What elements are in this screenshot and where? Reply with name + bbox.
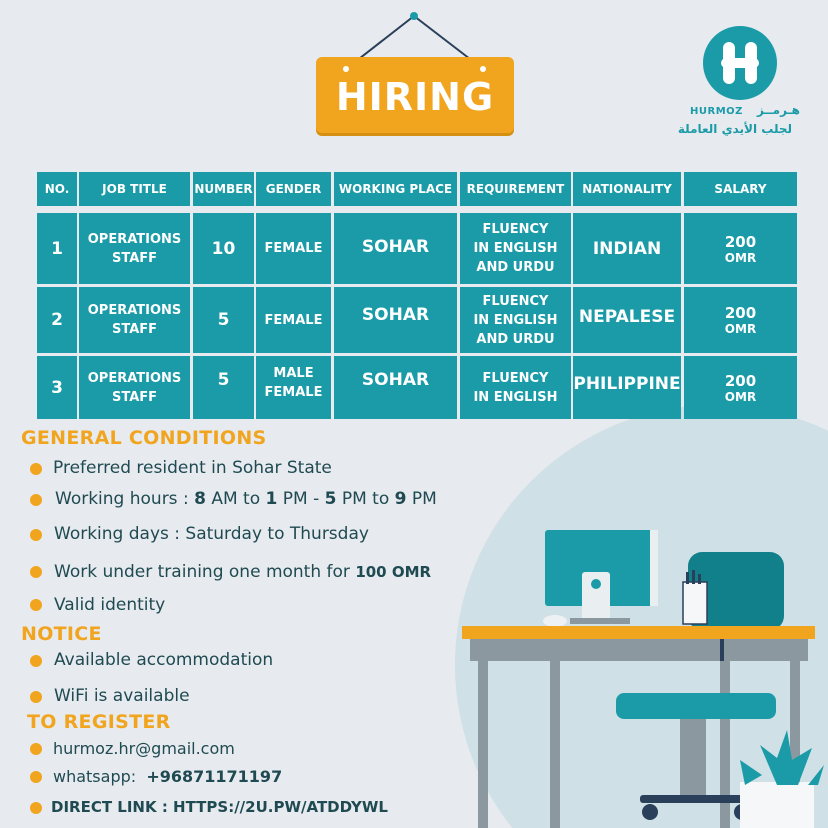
row-2-title-line1: OPERATIONS: [87, 303, 182, 318]
condition-identity: Valid identity: [54, 595, 166, 615]
table-header-number: NUMBER: [193, 172, 254, 206]
register-email-link[interactable]: hurmoz.hr@gmail.com: [53, 739, 235, 758]
row-3-gender-line2: FEMALE: [264, 385, 323, 400]
logo-arabic-subtitle: لجلب الأيدي العاملة: [677, 122, 792, 136]
bullet-icon: [30, 566, 42, 578]
row-3-req-line1: FLUENCY: [482, 370, 549, 386]
row-1-salary-currency: OMR: [724, 250, 757, 265]
row-2-nationality: NEPALESE: [573, 287, 681, 353]
condition-training: Work under training one month for 100 OMR: [54, 562, 432, 582]
row-2-place: SOHAR: [334, 287, 457, 353]
bullet-icon: [30, 743, 42, 755]
condition-resident: Preferred resident in Sohar State: [53, 458, 332, 478]
row-1-salary-amount: 200: [724, 232, 757, 251]
row-1-number: 10: [193, 213, 254, 284]
row-1-req-line2: IN ENGLISH: [473, 241, 558, 256]
row-2-gender-line1: FEMALE: [264, 312, 323, 328]
row-3-no: 3: [37, 356, 77, 419]
bullet-icon: [30, 599, 42, 611]
table-header-working-place: WORKING PLACE: [334, 172, 457, 206]
row-2-salary-amount: 200: [724, 304, 757, 322]
notice-accommodation: Available accommodation: [54, 650, 274, 670]
table-header-nationality: NATIONALITY: [573, 172, 681, 206]
row-3-gender-line1: MALE: [273, 366, 314, 381]
bullet-icon: [30, 494, 42, 506]
row-2-req-line2: IN ENGLISH: [473, 312, 558, 328]
whatsapp-number[interactable]: +96871171197: [146, 767, 283, 786]
hiring-title: HIRING: [335, 75, 495, 119]
bullet-icon: [30, 529, 42, 541]
condition-working-days: Working days : Saturday to Thursday: [54, 524, 369, 544]
row-3-title-line2: STAFF: [111, 389, 158, 405]
notice-title: NOTICE: [21, 623, 102, 645]
row-3-place: SOHAR: [334, 356, 457, 419]
table-header-salary: SALARY: [684, 172, 797, 206]
row-2-no: 2: [37, 287, 77, 353]
notice-wifi: WiFi is available: [54, 686, 190, 706]
logo-name: HURMOZ: [690, 106, 743, 117]
row-1-req-line3: AND URDU: [476, 260, 555, 275]
table-header-job-title: JOB TITLE: [79, 172, 190, 206]
bullet-icon: [30, 655, 42, 667]
table-header-gender: GENDER: [256, 172, 331, 206]
row-3-nationality: PHILIPPINE: [573, 356, 681, 419]
row-1-title-line2: STAFF: [111, 250, 158, 266]
row-2-number: 5: [193, 287, 254, 353]
row-2-req-line1: FLUENCY: [482, 293, 549, 309]
register-whatsapp[interactable]: [53, 767, 282, 786]
table-header-no: NO.: [37, 172, 77, 206]
general-conditions-title: GENERAL CONDITIONS: [21, 427, 267, 449]
whatsapp-label: whatsapp:: [53, 767, 137, 786]
row-2-title-line2: STAFF: [111, 322, 158, 337]
row-1-title-line1: OPERATIONS: [87, 231, 182, 247]
row-3-salary-currency: OMR: [724, 389, 757, 404]
row-3-salary-amount: 200: [724, 371, 757, 390]
row-1-no: 1: [37, 213, 77, 284]
bullet-icon: [30, 802, 42, 814]
row-1-req-line1: FLUENCY: [482, 222, 549, 237]
bullet-icon: [30, 771, 42, 783]
register-direct-link[interactable]: DIRECT LINK : HTTPS://2U.PW/ATDDYWL: [51, 798, 388, 816]
row-3-number: 5: [193, 356, 254, 419]
row-1-gender-line1: FEMALE: [264, 241, 323, 256]
row-1-place: SOHAR: [334, 213, 457, 284]
condition-working-hours: Working hours : 8 AM to 1 PM - 5 PM to 9 PM: [55, 489, 437, 509]
logo-arabic-name: هـرمــز: [757, 103, 800, 117]
bullet-icon: [30, 691, 42, 703]
table-header-requirement: REQUIREMENT: [460, 172, 571, 206]
row-3-title-line1: OPERATIONS: [87, 370, 182, 386]
row-1-nationality: INDIAN: [573, 213, 681, 284]
row-2-salary-currency: OMR: [724, 322, 757, 336]
bullet-icon: [30, 463, 42, 475]
register-title: TO REGISTER: [27, 711, 171, 733]
row-3-req-line2: IN ENGLISH: [473, 389, 558, 405]
row-2-req-line3: AND URDU: [476, 331, 555, 347]
